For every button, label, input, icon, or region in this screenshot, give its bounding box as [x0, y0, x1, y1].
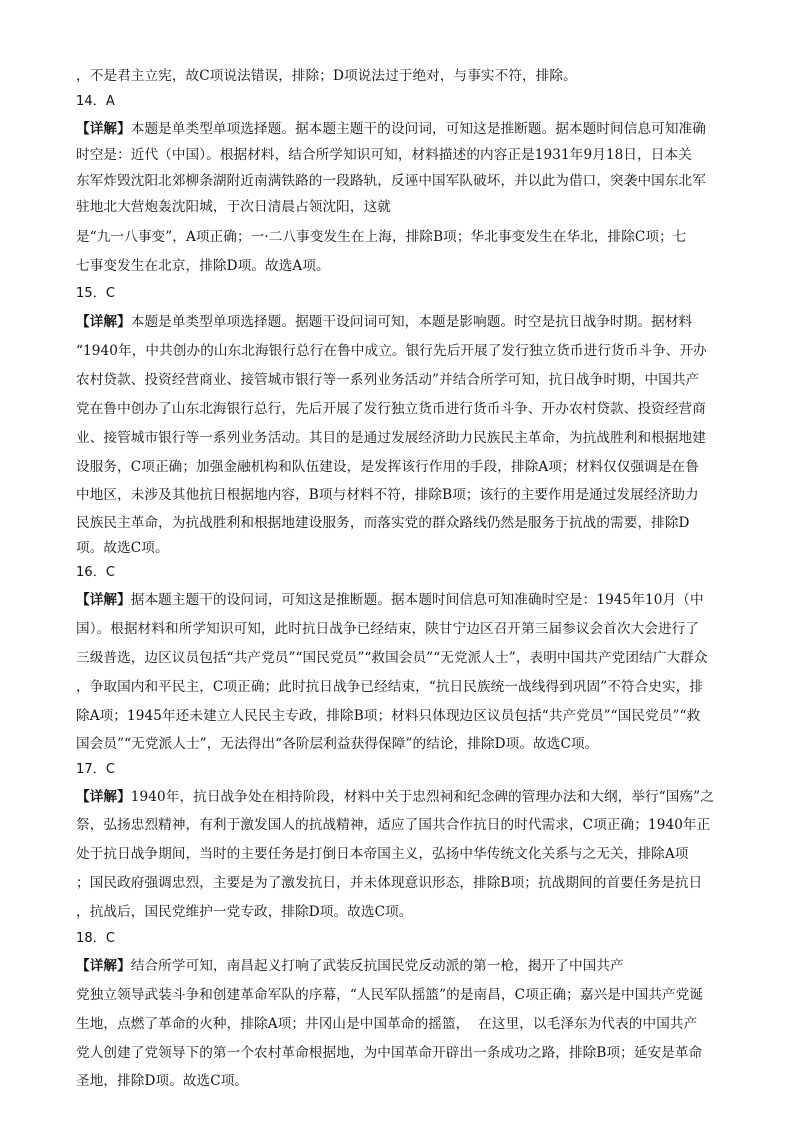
text-line: 党人创建了党领导下的第一个农村革命根据地，为中国革命开辟出一条成功之路，排除B项；延安是革命 — [76, 1045, 703, 1061]
explanation-tag: 【详解】 — [76, 314, 131, 330]
text-line: 党在鲁中创办了山东北海银行总行，先后开展了发行独立货币进行货币斗争、开办农村贷款、投资经营商 — [76, 401, 706, 417]
text-line: “1940年，中共创办的山东北海银行总行在鲁中成立。银行先后开展了发行独立货币进行货币斗争、开办 — [76, 343, 707, 359]
text-line: 项。故选C项。 — [76, 540, 169, 556]
text-line: 圣地，排除D项。故选C项。 — [76, 1073, 249, 1089]
text-line: ；国民政府强调忠烈，主要是为了激发抗日，并未体现意识形态，排除B项；抗战期间的首要任务是抗日 — [76, 875, 703, 891]
text-line: 东军炸毁沈阳北郊柳条湖附近南满铁路的一段路轨，反诬中国军队破坏，并以此为借口，突袭中国东北军 — [76, 173, 706, 189]
explanation-tag: 【详解】 — [76, 789, 131, 805]
text-line: 【详解】1940年，抗日战争处在相持阶段，材料中关于忠烈祠和纪念碑的管理办法和大纲，举行“国殇”之 — [76, 789, 714, 805]
text-line: 中地区，未涉及其他抗日根据地内容，B项与材料不符，排除B项；该行的主要作用是通过发展经济助力 — [76, 487, 699, 503]
text-line: 生地，点燃了革命的火种，排除A项；井冈山是中国革命的摇篮， 在这里，以毛泽东为代表的中国共产 — [76, 1016, 698, 1032]
text-line: ，争取国内和平民主，C项正确；此时抗日战争已经结束，“抗日民族统一战线得到巩固”不符合史实，排 — [76, 679, 704, 695]
text-line: 【详解】本题是单类型单项选择题。据本题主题干的设问词，可知这是推断题。据本题时间信息可知准确 — [76, 121, 706, 137]
text-line: 【详解】据本题主题干的设问词，可知这是推断题。据本题时间信息可知准确时空是：1945年10月（中 — [76, 592, 704, 608]
text-line: 时空是：近代（中国）。根据材料，结合所学知识可知，材料描述的内容正是1931年9月18日，日本关 — [76, 147, 692, 163]
text-line: 农村贷款、投资经营商业、接管城市银行等一系列业务活动”并结合所学可知，抗日战争时期，中国共产 — [76, 372, 700, 388]
text-line: 驻地北大营炮轰沈阳城，于次日清晨占领沈阳，这就 — [76, 199, 391, 215]
text-line: 民族民主革命，为抗战胜利和根据地建设服务，而落实党的群众路线仍然是服务于抗战的需要，排除D — [76, 515, 690, 531]
text-line: 党独立领导武装斗争和创建革命军队的序幕，“人民军队摇篮”的是南昌，C项正确；嘉兴是中国共产党诞 — [76, 987, 704, 1003]
explanation-tag: 【详解】 — [76, 121, 131, 137]
text-line: 三级普选，边区议员包括“共产党员”“国民党员”“救国会员”“无党派人士”，表明中国共产党团结广大群众 — [76, 650, 708, 666]
question-number: 16．C — [76, 565, 116, 580]
question-number: 14．A — [76, 94, 115, 109]
text-line: ，不是君主立宪，故C项说法错误，排除；D项说法过于绝对，与事实不符，排除。 — [76, 68, 577, 84]
text-line: 【详解】结合所学可知，南昌起义打响了武装反抗国民党反动派的第一枪，揭开了中国共产 — [76, 958, 624, 974]
text-line: 国）。根据材料和所学知识可知，此时抗日战争已经结束，陕甘宁边区召开第三届参议会首次大会进行了 — [76, 621, 700, 637]
text-line: 业、接管城市银行等一系列业务活动。其目的是通过发展经济助力民族民主革命，为抗战胜利和根据地建 — [76, 430, 706, 446]
question-number: 18．C — [76, 931, 116, 946]
text-line: 国会员”“无党派人士”，无法得出“各阶层利益获得保障”的结论，排除D项。故选C项。 — [76, 736, 599, 752]
text-line: ，抗战后，国民党维护一党专政，排除D项。故选C项。 — [76, 904, 413, 920]
text-line: 是“九一八事变”，A项正确；一·二八事变发生在上海，排除B项；华北事变发生在华北，排除C项；七 — [76, 229, 687, 245]
text-line: 除A项；1945年还未建立人民民主专政，排除B项；材料只体现边区议员包括“共产党员”“国民党员”“救 — [76, 708, 701, 724]
text-line: 祭，弘扬忠烈精神，有利于激发国人的抗战精神，适应了国共合作抗日的时代需求，C项正确；1940年正 — [76, 817, 711, 833]
text-line: 七事变发生在北京，排除D项。故选A项。 — [76, 258, 330, 274]
question-number: 17．C — [76, 762, 116, 777]
explanation-tag: 【详解】 — [76, 592, 131, 608]
text-line: 处于抗日战争期间，当时的主要任务是打倒日本帝国主义，弘扬中华传统文化关系与之无关，排除A项 — [76, 846, 689, 862]
question-number: 15．C — [76, 286, 116, 301]
text-line: 【详解】本题是单类型单项选择题。据题干设问词可知，本题是影响题。时空是抗日战争时期。据材料 — [76, 314, 693, 330]
explanation-tag: 【详解】 — [76, 958, 131, 974]
text-line: 设服务，C项正确；加强金融机构和队伍建设，是发挥该行作用的手段，排除A项；材料仅仅强调是在鲁 — [76, 459, 699, 475]
